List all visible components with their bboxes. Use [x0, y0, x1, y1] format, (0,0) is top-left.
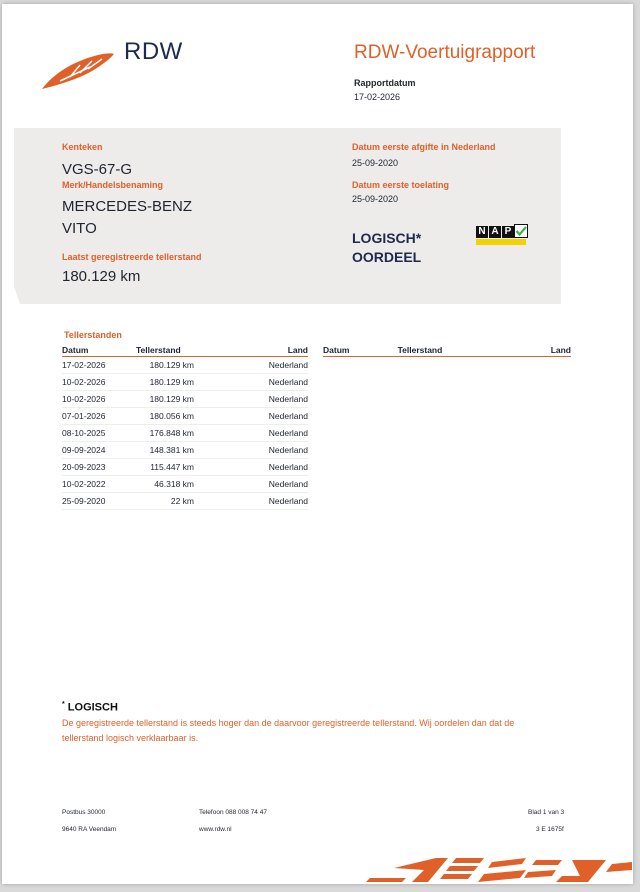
table-row	[62, 442, 308, 459]
row-km: 180.129 km	[136, 374, 194, 391]
column-header-country: Land	[194, 344, 308, 357]
check-icon	[514, 224, 528, 238]
table-row	[62, 391, 308, 408]
column-header-date: Datum	[62, 344, 136, 357]
footer-postbus: Postbus 30000	[62, 809, 106, 816]
first-admission-value: 25-09-2020	[352, 194, 399, 204]
verdict	[352, 229, 421, 267]
table-row	[62, 476, 308, 493]
row-date: 09-09-2024	[62, 442, 136, 459]
verdict-line-2: OORDEEL	[352, 249, 422, 265]
odometer-label: Laatst geregistreerde tellerstand	[62, 252, 202, 262]
row-km: 180.056 km	[136, 408, 194, 425]
readings-table	[62, 344, 308, 510]
row-date: 10-02-2022	[62, 476, 136, 493]
row-country: Nederland	[194, 391, 308, 408]
table-row	[62, 374, 308, 391]
row-country: Nederland	[194, 357, 308, 374]
column-header-odometer: Tellerstand	[136, 344, 194, 357]
report-date: 17-02-2026	[354, 92, 401, 102]
readings-header-row	[323, 344, 571, 357]
verdict-line-1: LOGISCH*	[352, 230, 422, 246]
row-date: 08-10-2025	[62, 425, 136, 442]
footer-page: Blad 1 van 3	[528, 809, 565, 816]
footer-city: 9640 RA Veendam	[62, 826, 117, 833]
column-header-odometer: Tellerstand	[398, 344, 456, 357]
row-km: 46.318 km	[136, 476, 194, 493]
decorative-stripes-icon	[366, 856, 633, 884]
make-label: Merk/Handelsbenaming	[62, 180, 164, 190]
row-km: 22 km	[136, 493, 194, 510]
row-country: Nederland	[194, 408, 308, 425]
nap-letter-a: A	[489, 226, 501, 238]
odometer-value: 180.129 km	[62, 268, 141, 285]
row-date: 25-09-2020	[62, 493, 136, 510]
table-row	[62, 425, 308, 442]
row-km: 115.447 km	[136, 459, 194, 476]
nap-letter-p: P	[502, 226, 514, 238]
nap-underline	[476, 239, 526, 245]
row-country: Nederland	[194, 493, 308, 510]
plate-label: Kenteken	[62, 142, 103, 152]
logo-text: RDW	[124, 38, 183, 65]
row-date: 10-02-2026	[62, 374, 136, 391]
row-country: Nederland	[194, 425, 308, 442]
explanation-title-text: LOGISCH	[67, 701, 118, 714]
asterisk-mark: *	[62, 701, 65, 708]
plate-value: VGS-67-G	[62, 161, 133, 178]
explanation-title	[62, 701, 118, 714]
column-header-country: Land	[456, 344, 571, 357]
row-country: Nederland	[194, 459, 308, 476]
footer-phone: Telefoon 088 008 74 47	[199, 809, 267, 816]
row-km: 180.129 km	[136, 391, 194, 408]
nap-letter-n: N	[476, 226, 488, 238]
column-header-date: Datum	[323, 344, 398, 357]
model-value: VITO	[62, 220, 97, 237]
row-country: Nederland	[194, 374, 308, 391]
row-km: 180.129 km	[136, 357, 194, 374]
table-row	[62, 357, 308, 374]
report-date-label: Rapportdatum	[354, 78, 416, 88]
row-country: Nederland	[194, 476, 308, 493]
row-date: 20-09-2023	[62, 459, 136, 476]
table-row	[62, 493, 308, 510]
row-km: 176.848 km	[136, 425, 194, 442]
first-issue-label: Datum eerste afgifte in Nederland	[352, 142, 496, 152]
row-date: 17-02-2026	[62, 357, 136, 374]
make-value: MERCEDES-BENZ	[62, 198, 193, 215]
row-km: 148.381 km	[136, 442, 194, 459]
first-issue-value: 25-09-2020	[352, 158, 399, 168]
row-country: Nederland	[194, 442, 308, 459]
readings-table-continued	[323, 344, 571, 357]
first-admission-label: Datum eerste toelating	[352, 180, 450, 190]
row-date: 07-01-2026	[62, 408, 136, 425]
explanation-text: De geregistreerde tellerstand is steeds hoger dan de daarvoor geregistreerde tellerstand. Wij oordelen dan dat de tellerstand logisch verklaarbaar is.	[62, 718, 515, 743]
table-row	[62, 408, 308, 425]
footer-web[interactable]: www.rdw.nl	[199, 826, 232, 833]
report-page	[2, 4, 633, 884]
readings-title: Tellerstanden	[64, 330, 122, 340]
report-title: RDW-Voertuigrapport	[354, 42, 536, 63]
readings-header-row	[62, 344, 308, 357]
nap-badge	[476, 224, 528, 246]
footer-code: 3 E 1675f	[536, 826, 564, 833]
table-row	[62, 459, 308, 476]
row-date: 10-02-2026	[62, 391, 136, 408]
rdw-logo-icon	[40, 51, 116, 91]
